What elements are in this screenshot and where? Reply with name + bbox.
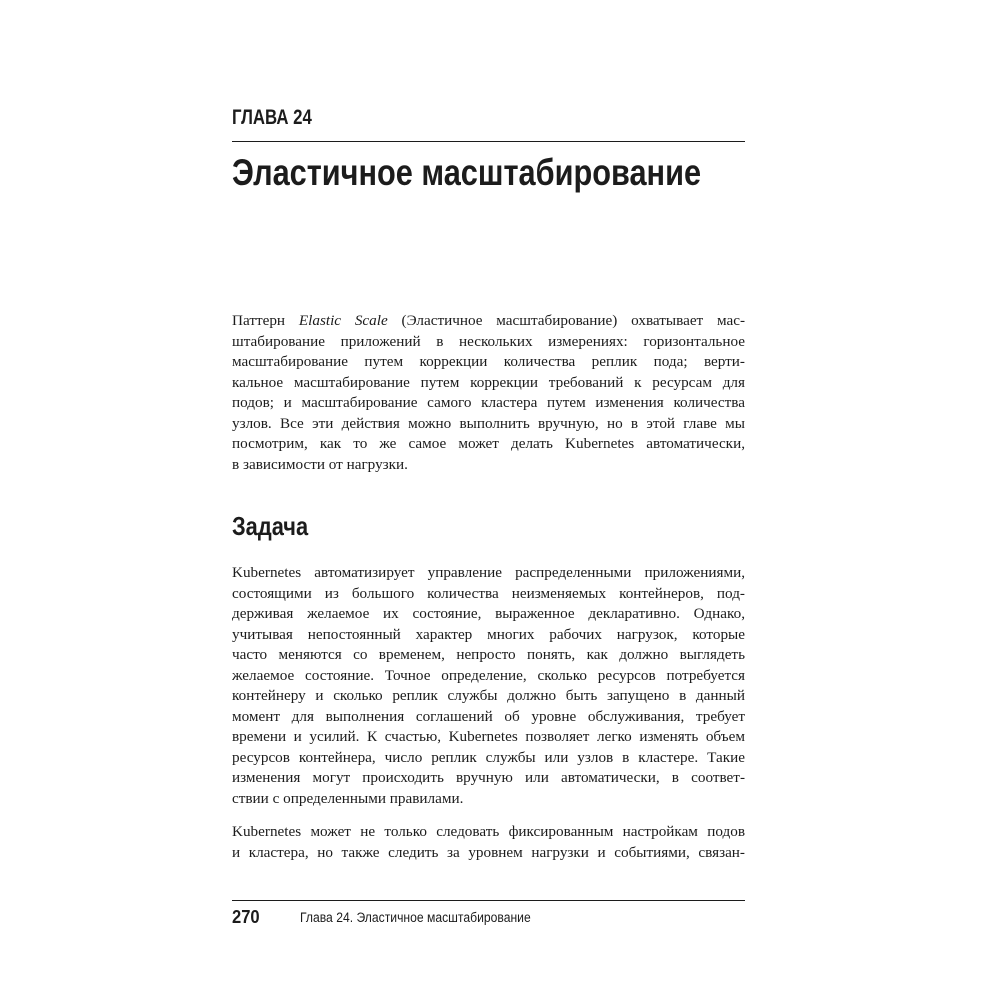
- running-title-text: Глава 24. Эластичное масштабирование: [300, 910, 531, 925]
- running-title: [300, 908, 556, 928]
- paragraph-line: ресурсов контейнера, число реплик службы или узлов в кластере. Такие: [232, 748, 745, 766]
- paragraph-line: подов; и масштабирование самого кластера путем изменения количества: [232, 394, 745, 411]
- section-heading: [232, 511, 323, 541]
- problem-paragraph-1: [232, 563, 745, 809]
- paragraph-line: изменения могут происходить вручную или автоматически, в соответ-: [232, 769, 745, 786]
- paragraph-line: масштабирование путем коррекции количества реплик пода; верти-: [232, 353, 745, 370]
- paragraph-line: часто меняются со временем, непросто понять, как должно выглядеть: [232, 646, 745, 663]
- paragraph-line: узлов. Все эти действия можно выполнить вручную, но в этой главе мы: [232, 414, 745, 432]
- problem-paragraph-2: [232, 822, 745, 863]
- chapter-label: [232, 106, 332, 130]
- paragraph-line: момент для выполнения соглашений об уровне обслуживания, требует: [232, 707, 745, 725]
- paragraph-line: времени и усилий. К счастью, Kubernetes позволяет легко изменять объем: [232, 728, 745, 745]
- pattern-name: Elastic Scale: [298, 312, 388, 329]
- paragraph-line: и кластера, но также следить за уровнем нагрузки и событиями, связан-: [232, 843, 745, 861]
- intro-paragraph: [232, 311, 745, 475]
- paragraph-line: посмотрим, как то же самое может делать Kubernetes автоматически,: [232, 435, 745, 452]
- paragraph-line: штабирование приложений в нескольких измерениях: горизонтальное: [232, 332, 745, 350]
- paragraph-line: контейнеру и сколько реплик службы должно быть запущено в данный: [232, 687, 745, 704]
- paragraph-line: кальное масштабирование путем коррекции требований к ресурсам для: [232, 373, 745, 391]
- page-number: [232, 906, 262, 928]
- paragraph-line: состоящими из большого количества неизменяемых контейнеров, под-: [232, 584, 745, 602]
- chapter-title-text: Эластичное масштабирование: [232, 152, 702, 193]
- section-heading-text: Задача: [232, 511, 309, 541]
- chapter-divider: [232, 141, 745, 142]
- paragraph-line: в зависимости от нагрузки.: [232, 455, 408, 473]
- footer-divider: [232, 900, 745, 901]
- paragraph-line: учитывая непостоянный характер многих рабочих нагрузок, которые: [232, 625, 745, 643]
- intro-first-line-end: (Эластичное масштабирование) охватывает мас-: [401, 312, 745, 329]
- intro-first-line-start: Паттерн: [232, 312, 286, 329]
- paragraph-line: Kubernetes может не только следовать фиксированным настройкам подов: [232, 823, 745, 840]
- paragraph-line: держивая желаемое их состояние, выраженное декларативно. Однако,: [232, 605, 745, 622]
- chapter-title: [232, 152, 797, 194]
- chapter-label-text: ГЛАВА 24: [232, 106, 312, 129]
- page-number-text: 270: [232, 907, 260, 927]
- paragraph-line: желаемое состояние. Точное определение, сколько ресурсов потребуется: [232, 666, 745, 684]
- paragraph-line: ствии с определенными правилами.: [232, 789, 464, 807]
- paragraph-line: [232, 311, 745, 332]
- paragraph-line: Kubernetes автоматизирует управление распределенными приложениями,: [232, 564, 745, 581]
